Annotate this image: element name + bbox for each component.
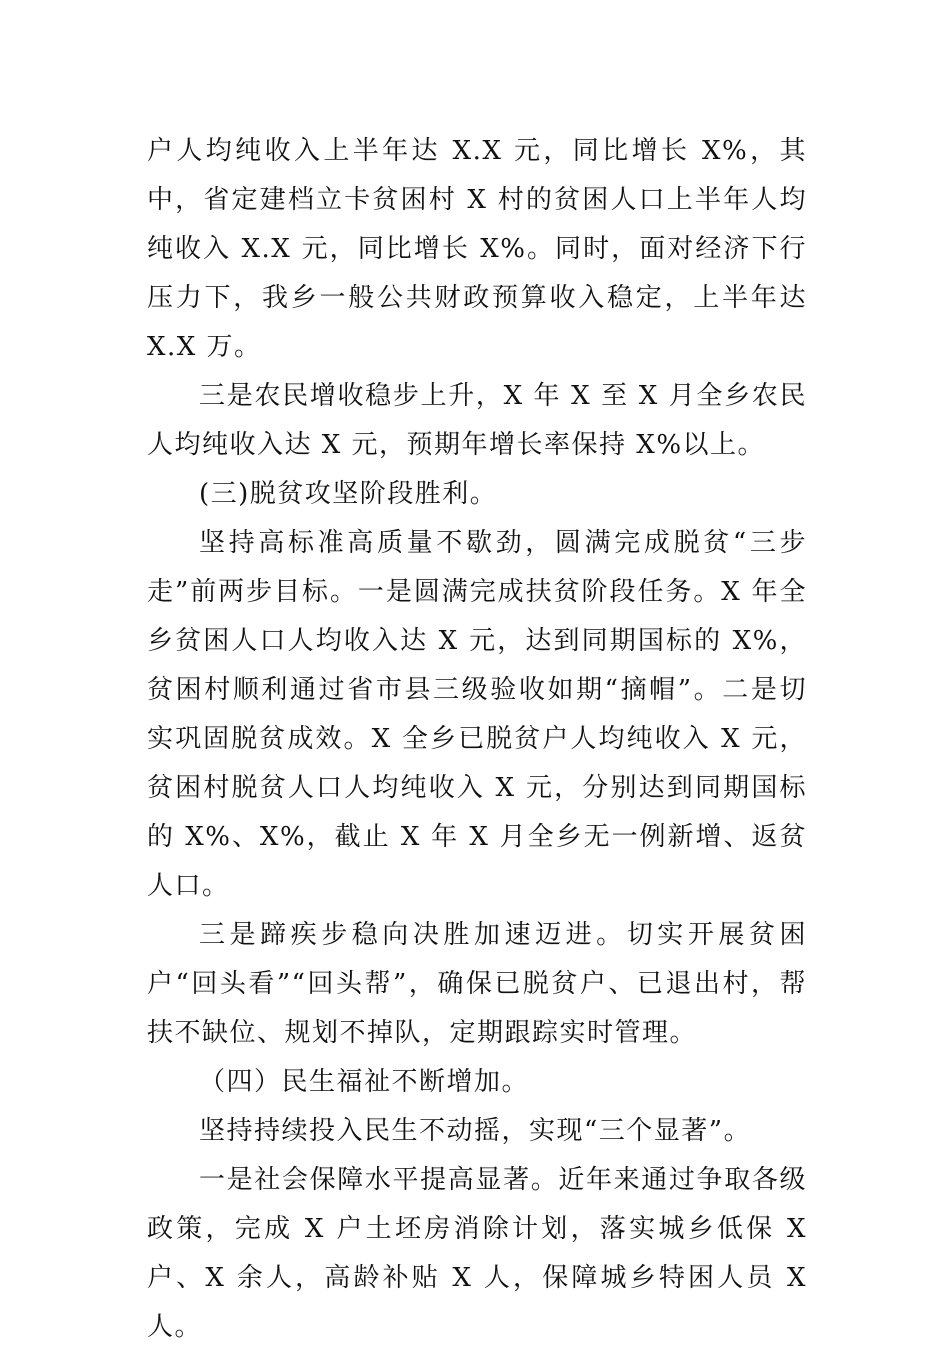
paragraph-social-security: 一是社会保障水平提高显著。近年来通过争取各级政策，完成 X 户土坯房消除计划，落实城乡低保 X 户、X 余人，高龄补贴 X 人，保障城乡特困人员 X 人。 xyxy=(147,1165,807,1342)
document-body xyxy=(147,127,807,1352)
paragraph-welfare-intro: 坚持持续投入民生不动摇，实现“三个显著”。 xyxy=(199,1116,752,1146)
section-heading-welfare: （四）民生福祉不断增加。 xyxy=(199,1067,530,1097)
paragraph-steady-progress: 三是蹄疾步稳向决胜加速迈进。切实开展贫困户“回头看”“回头帮”，确保已脱贫户、已退出村，帮扶不缺位、规划不掉队，定期跟踪实时管理。 xyxy=(147,920,807,1048)
paragraph-poverty-alleviation: 坚持高标准高质量不歇劲，圆满完成脱贫“三步走”前两步目标。一是圆满完成扶贫阶段任务。X 年全乡贫困人口人均收入达 X 元，达到同期国标的 X%，贫困村顺利通过省市县三级验收如期“摘帽”。二是切实巩固脱贫成效。X 全乡已脱贫户人均纯收入 X 元，贫困村脱贫人口人均纯收入 X 元，分别达到同期国标的 X%、X%，截止 X 年 X 月全乡无一例新增、返贫人口。 xyxy=(147,528,807,901)
section-heading-poverty: (三)脱贫攻坚阶段胜利。 xyxy=(199,479,498,509)
paragraph-farmer-income: 三是农民增收稳步上升，X 年 X 至 X 月全乡农民人均纯收入达 X 元，预期年增长率保持 X%以上。 xyxy=(147,381,807,460)
paragraph-income-first-half: 户人均纯收入上半年达 X.X 元，同比增长 X%，其中，省定建档立卡贫困村 X 村的贫困人口上半年人均纯收入 X.X 元，同比增长 X%。同时，面对经济下行压力下，我乡一般公共财政预算收入稳定，上半年达 X.X 万。 xyxy=(147,136,807,362)
